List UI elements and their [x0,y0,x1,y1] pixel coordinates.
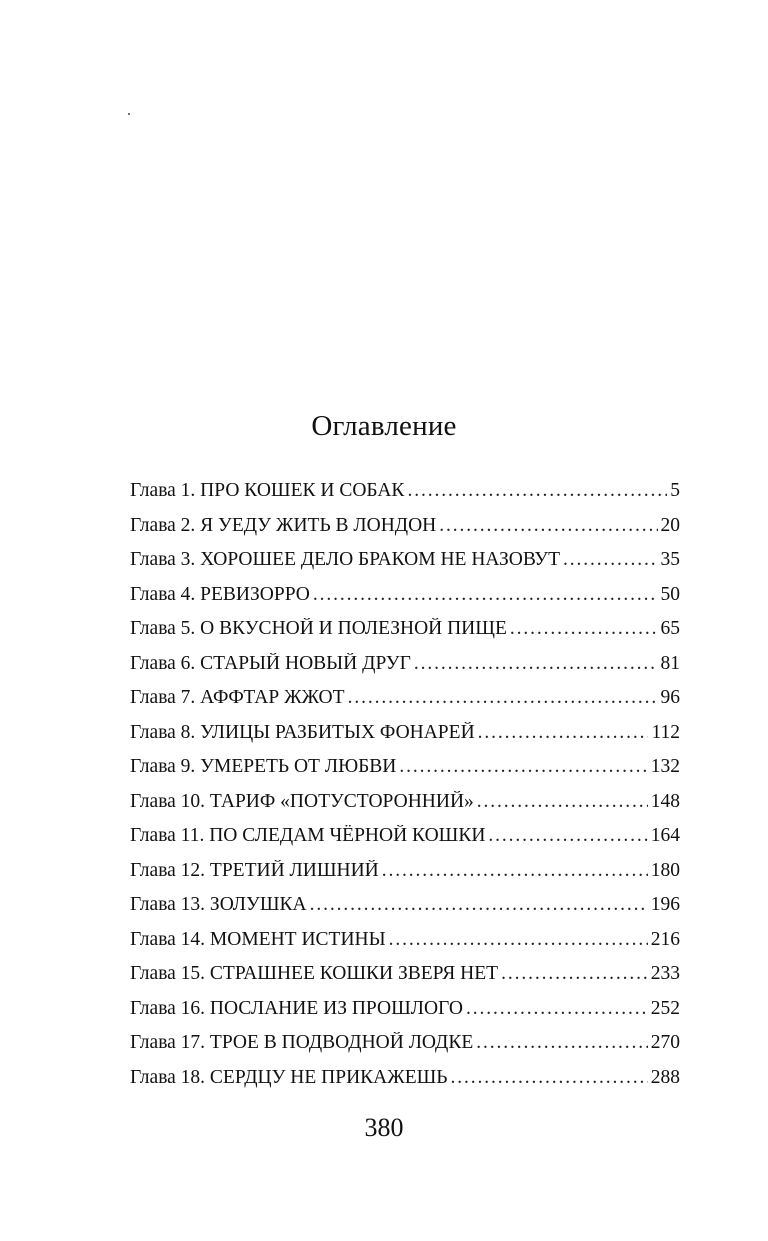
toc-leader-dots [478,722,649,744]
toc-entry-label: Глава 4. РЕВИЗОРРО [130,583,310,605]
toc-entry-label: Глава 12. ТРЕТИЙ ЛИШНИЙ [130,859,379,881]
toc-entry-page: 20 [660,514,680,536]
toc-leader-dots [477,791,648,813]
toc-entry [130,584,680,619]
toc-leader-dots [510,618,658,640]
toc-entry-label: Глава 15. СТРАШНЕЕ КОШКИ ЗВЕРЯ НЕТ [130,963,499,984]
toc-entry-label: Глава 10. ТАРИФ «ПОТУСТОРОННИЙ» [130,790,474,812]
toc-entry-label: Глава 11. ПО СЛЕДАМ ЧЁРНОЙ КОШКИ [130,825,486,846]
toc-leader-dots [451,1067,648,1089]
toc-entry-page: 233 [650,963,680,984]
toc-entry-label: Глава 17. ТРОЕ В ПОДВОДНОЙ ЛОДКЕ [130,1032,474,1053]
toc-entry-page: 252 [650,997,680,1019]
toc-entry-page: 270 [650,1032,680,1053]
toc-entry [130,722,680,757]
toc-entry-label: Глава 3. ХОРОШЕЕ ДЕЛО БРАКОМ НЕ НАЗОВУТ [130,549,561,570]
toc-entry [130,653,680,688]
toc-leader-dots [439,515,657,537]
toc-entry-page: 180 [650,859,680,881]
toc-leader-dots [313,584,658,606]
toc-entry-label: Глава 9. УМЕРЕТЬ ОТ ЛЮБВИ [130,756,397,777]
toc-leader-dots [563,549,657,571]
toc-entry-page: 132 [650,756,680,777]
print-speck [128,113,130,115]
toc-entry-label: Глава 8. УЛИЦЫ РАЗБИТЫХ ФОНАРЕЙ [130,721,475,743]
toc-entry-page: 96 [660,687,680,708]
toc-entry [130,998,680,1033]
toc-leader-dots [414,653,658,675]
toc-entry-label: Глава 1. ПРО КОШЕК И СОБАК [130,480,405,501]
toc-entry-label: Глава 7. АФФТАР ЖЖОТ [130,687,345,708]
toc-entry-page: 50 [660,583,680,605]
toc-entry [130,860,680,895]
toc-entry [130,618,680,653]
toc-entry-page: 65 [660,618,680,639]
toc-entry-page: 196 [650,894,680,915]
toc-entry [130,1067,680,1102]
toc-entry-label: Глава 2. Я УЕДУ ЖИТЬ В ЛОНДОН [130,514,437,536]
toc-entry [130,515,680,550]
toc-entry-page: 288 [650,1066,680,1088]
toc-leader-dots [476,1032,647,1054]
toc-entry-label: Глава 16. ПОСЛАНИЕ ИЗ ПРОШЛОГО [130,997,463,1019]
page-title: Оглавление [311,410,457,442]
toc-entry-page: 148 [650,790,680,812]
toc-entry [130,549,680,584]
toc-entry-page: 164 [650,825,680,846]
toc-leader-dots [488,825,647,847]
toc-entry-label: Глава 14. МОМЕНТ ИСТИНЫ [130,928,386,950]
toc-leader-dots [399,756,647,778]
toc-entry-label: Глава 5. О ВКУСНОЙ И ПОЛЕЗНОЙ ПИЩЕ [130,618,507,639]
toc-leader-dots [407,480,667,502]
toc-leader-dots [466,998,648,1020]
toc-leader-dots [310,894,648,916]
toc-entry-label: Глава 18. СЕРДЦУ НЕ ПРИКАЖЕШЬ [130,1066,448,1088]
toc-entry-page: 35 [660,549,680,570]
toc-entry [130,963,680,998]
toc-entry [130,929,680,964]
toc-entry-page: 216 [650,928,680,950]
toc-entry [130,687,680,722]
toc-entry [130,791,680,826]
toc-entry [130,1032,680,1067]
toc-leader-dots [501,963,648,985]
toc-entry-page: 5 [670,480,680,501]
toc-entry-page: 112 [651,721,680,743]
toc-entry-page: 81 [660,652,680,674]
toc-entry [130,825,680,860]
toc-entry [130,480,680,515]
toc-entry-label: Глава 6. СТАРЫЙ НОВЫЙ ДРУГ [130,652,411,674]
toc-entry [130,756,680,791]
toc-entry-label: Глава 13. ЗОЛУШКА [130,894,307,915]
toc-leader-dots [382,860,648,882]
toc-leader-dots [348,687,658,709]
table-of-contents [130,480,680,1101]
toc-entry [130,894,680,929]
toc-leader-dots [389,929,648,951]
page-number: 380 [364,1113,404,1142]
